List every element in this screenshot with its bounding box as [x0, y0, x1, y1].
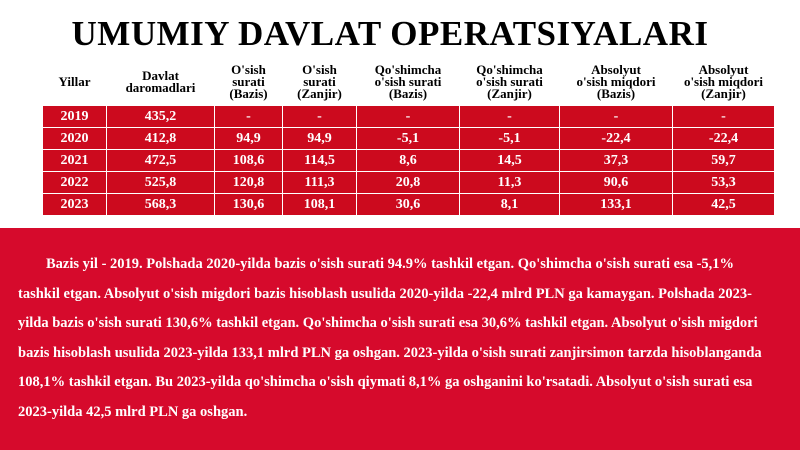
table-cell: -	[673, 106, 775, 128]
header-yillar: Yillar	[43, 59, 107, 106]
table-row	[43, 172, 775, 194]
table-cell: -	[283, 106, 357, 128]
table-cell: 30,6	[357, 194, 460, 216]
table-cell: 412,8	[107, 128, 215, 150]
table-cell: 108,6	[215, 150, 283, 172]
table-cell: 472,5	[107, 150, 215, 172]
header-qoshimcha-bazis: Qo'shimcha o'sish surati (Bazis)	[357, 59, 460, 106]
table-cell: 130,6	[215, 194, 283, 216]
table-cell: 53,3	[673, 172, 775, 194]
table-row	[43, 128, 775, 150]
header-osish-surati-zanjir: O'sish surati (Zanjir)	[283, 59, 357, 106]
table-cell: 133,1	[560, 194, 673, 216]
table-header-row	[43, 59, 775, 106]
table-cell: 90,6	[560, 172, 673, 194]
table-cell: 108,1	[283, 194, 357, 216]
header-osish-surati-bazis: O'sish surati (Bazis)	[215, 59, 283, 106]
page-title: UMUMIY DAVLAT OPERATSIYALARI	[71, 14, 709, 53]
table-cell: -5,1	[460, 128, 560, 150]
table-cell: -	[357, 106, 460, 128]
table-cell: -	[215, 106, 283, 128]
header-davlat-daromadlari: Davlat daromadlari	[107, 59, 215, 106]
table-cell: 8,1	[460, 194, 560, 216]
table-cell: -5,1	[357, 128, 460, 150]
table-cell: -	[560, 106, 673, 128]
table-cell: 59,7	[673, 150, 775, 172]
table-row	[43, 194, 775, 216]
table-row	[43, 150, 775, 172]
table-cell: 94,9	[215, 128, 283, 150]
table-cell: 568,3	[107, 194, 215, 216]
table-cell: -	[460, 106, 560, 128]
table-cell: 20,8	[357, 172, 460, 194]
table-cell: 37,3	[560, 150, 673, 172]
table-cell: 120,8	[215, 172, 283, 194]
table-row	[43, 106, 775, 128]
table-cell: 14,5	[460, 150, 560, 172]
table-cell: 111,3	[283, 172, 357, 194]
header-absolyut-zanjir: Absolyut o'sish miqdori (Zanjir)	[673, 59, 775, 106]
table-cell: 435,2	[107, 106, 215, 128]
table-cell: 2019	[43, 106, 107, 128]
table-cell: 2022	[43, 172, 107, 194]
table-cell: 2023	[43, 194, 107, 216]
table-cell: 2020	[43, 128, 107, 150]
explanation-paragraph: Bazis yil - 2019. Polshada 2020-yilda bazis o'sish surati 94.9% tashkil etgan. Qo'shimcha o'sish surati esa -5,1% tashkil etgan. Absolyut o'sish migdori bazis hisoblash usulida 2020-yilda -22,4 mlrd PLN ga kamaygan. Polshada 2023-yilda bazis o'sish surati 130,6% tashkil etgan. Qo'shimcha o'sish surati esa 30,6% tashkil etgan. Absolyut o'sish migdori bazis hisoblash usulida 2023-yilda 133,1 mlrd PLN ga oshgan. 2023-yilda o'sish surati zanjirsimon tarzda hisoblanganda 108,1% tashkil etgan. Bu 2023-yilda qo'shimcha o'sish qiymati 8,1% ga oshganini ko'rsatadi. Absolyut o'sish surati esa 2023-yilda 42,5 mlrd PLN ga oshgan.	[18, 256, 762, 420]
table-cell: 94,9	[283, 128, 357, 150]
table-cell: 8,6	[357, 150, 460, 172]
table-cell: -22,4	[560, 128, 673, 150]
table-cell: 11,3	[460, 172, 560, 194]
data-table	[42, 59, 775, 216]
table-cell: 114,5	[283, 150, 357, 172]
table-cell: 2021	[43, 150, 107, 172]
table-cell: 42,5	[673, 194, 775, 216]
header-qoshimcha-zanjir: Qo'shimcha o'sish surati (Zanjir)	[460, 59, 560, 106]
table-cell: -22,4	[673, 128, 775, 150]
table-cell: 525,8	[107, 172, 215, 194]
header-absolyut-bazis: Absolyut o'sish miqdori (Bazis)	[560, 59, 673, 106]
